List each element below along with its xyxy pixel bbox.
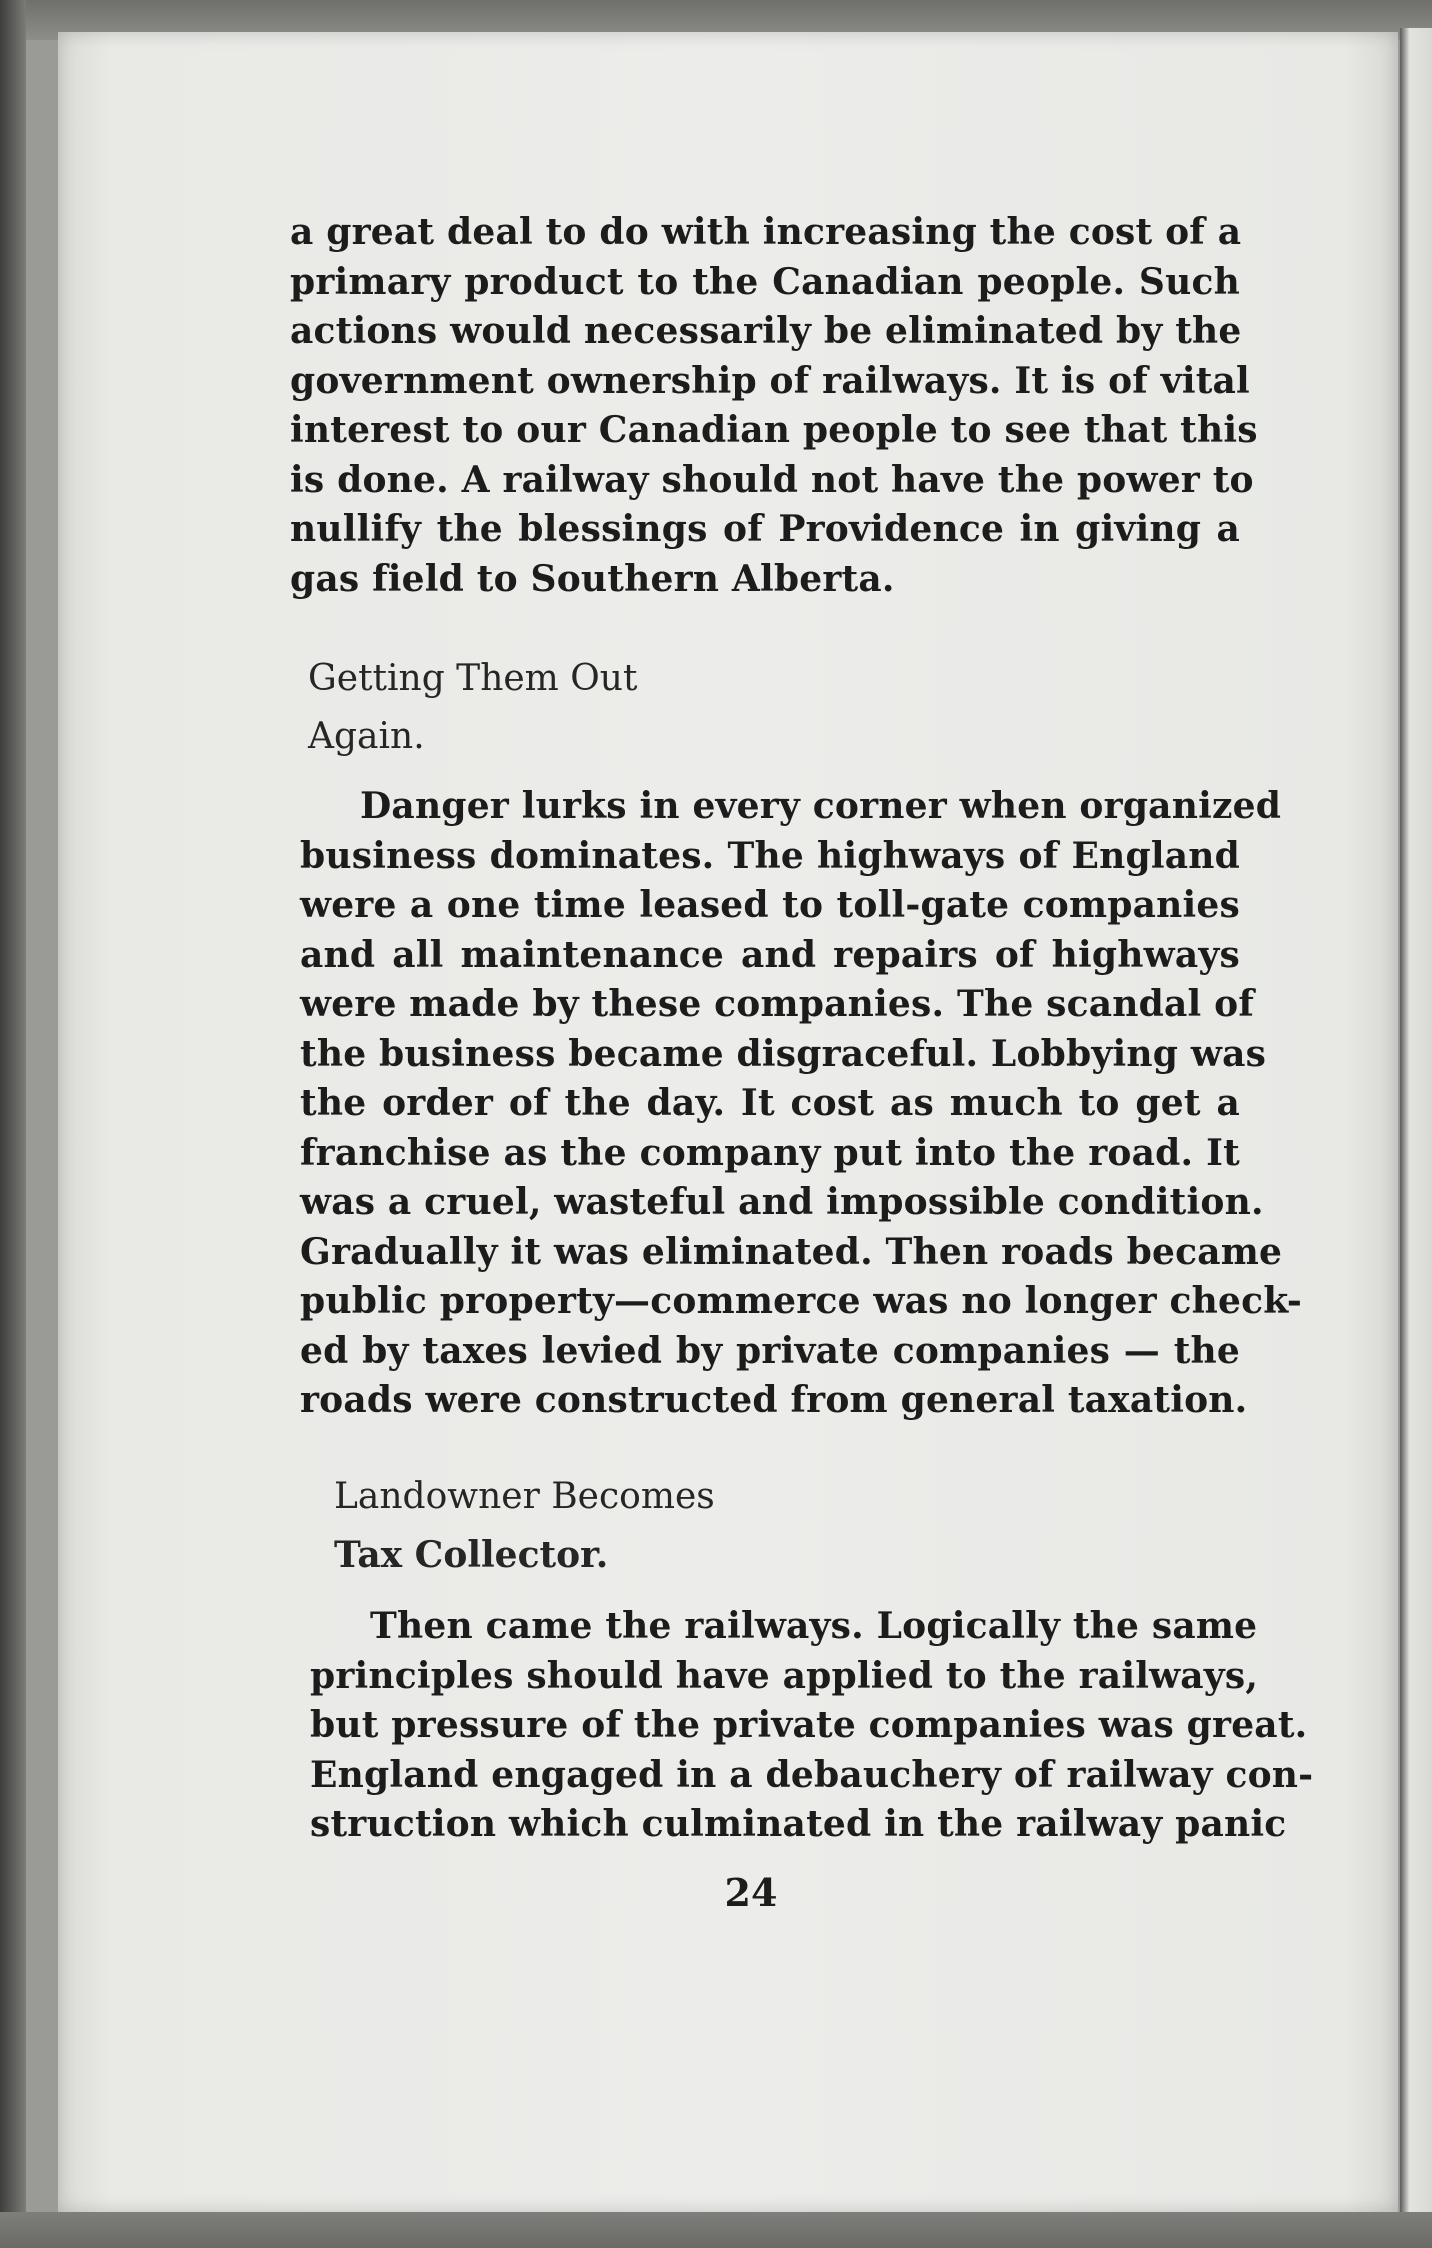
- heading-line: Again.: [308, 716, 425, 757]
- text-line: Danger lurks in every corner when organized: [360, 785, 1282, 827]
- text-line: franchise as the company put into the road. It: [300, 1131, 1240, 1174]
- scan-border-bottom: [0, 2212, 1432, 2248]
- text-line: actions would necessarily be eliminated by the: [290, 310, 1242, 352]
- text-line: England engaged in a debauchery of railway con-: [310, 1753, 1314, 1796]
- text-line: primary product to the Canadian people. Such: [290, 260, 1240, 303]
- text-line: was a cruel, wasteful and impossible condition.: [300, 1181, 1264, 1223]
- text-line: nullify the blessings of Providence in giving a: [290, 508, 1240, 550]
- text-line: ed by taxes levied by private companies — the: [300, 1329, 1240, 1372]
- text-line: government ownership of railways. It is of vital: [290, 359, 1250, 402]
- section-heading-getting-them-out: [308, 650, 637, 766]
- text-line: gas field to Southern Alberta.: [290, 557, 895, 600]
- text-line: were made by these companies. The scandal of: [300, 983, 1255, 1025]
- text-line: is done. A railway should not have the power to: [290, 458, 1254, 501]
- paragraph-1: [290, 208, 1258, 604]
- heading-line: Tax Collector.: [334, 1534, 609, 1576]
- text-line: the business became disgraceful. Lobbying was: [300, 1032, 1267, 1075]
- text-line: the order of the day. It cost as much to get a: [300, 1082, 1240, 1124]
- text-line: but pressure of the private companies was great.: [310, 1704, 1308, 1746]
- heading-line: Landowner Becomes: [334, 1476, 715, 1517]
- page-number: 24: [724, 1870, 778, 1915]
- section-heading-landowner: [334, 1468, 715, 1584]
- text-line: and all maintenance and repairs of highways: [300, 933, 1240, 976]
- text-line: business dominates. The highways of England: [300, 834, 1240, 877]
- text-line: struction which culminated in the railway panic: [310, 1803, 1287, 1845]
- text-line: interest to our Canadian people to see that this: [290, 409, 1258, 451]
- text-line: principles should have applied to the railways,: [310, 1654, 1259, 1697]
- text-line: Gradually it was eliminated. Then roads became: [300, 1230, 1283, 1273]
- text-line: Then came the railways. Logically the same: [370, 1605, 1258, 1647]
- paragraph-3: [310, 1602, 1314, 1850]
- text-line: were a one time leased to toll-gate companies: [300, 884, 1240, 926]
- text-line: a great deal to do with increasing the cost of a: [290, 211, 1242, 253]
- text-line: roads were constructed from general taxation.: [300, 1379, 1248, 1421]
- text-line: public property—commerce was no longer check-: [300, 1280, 1303, 1322]
- paragraph-2: [300, 782, 1303, 1426]
- heading-line: Getting Them Out: [308, 658, 638, 699]
